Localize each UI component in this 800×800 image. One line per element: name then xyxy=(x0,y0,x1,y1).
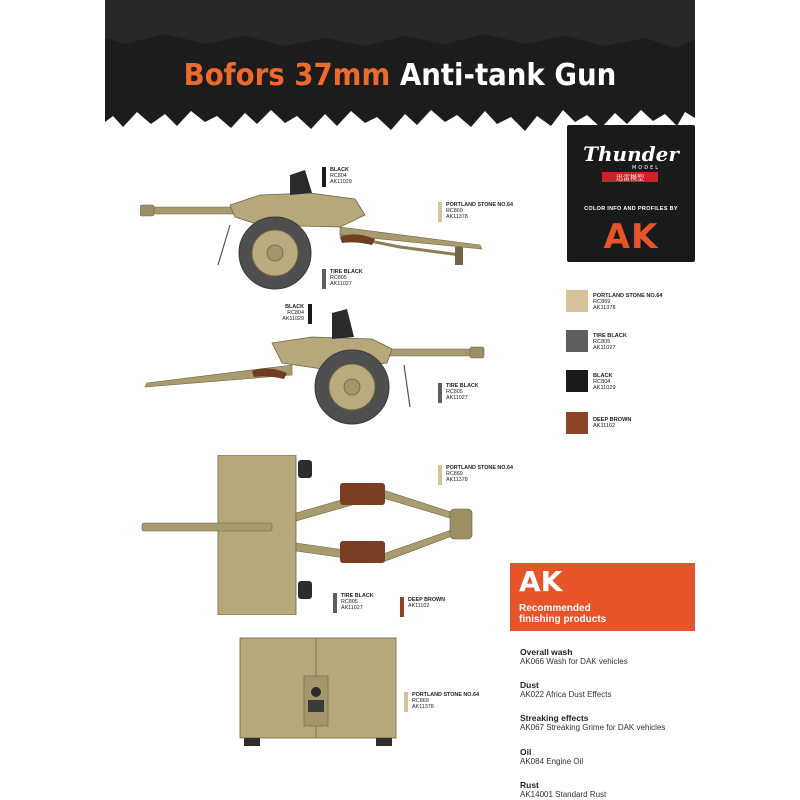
product-item: Overall wash AK066 Wash for DAK vehicles xyxy=(520,647,628,666)
product-item: Oil AK084 Engine Oil xyxy=(520,747,584,766)
thunder-logo-text: Thunder xyxy=(583,142,679,166)
thunder-model-logo xyxy=(572,131,690,187)
thunder-logo-sub: MODEL xyxy=(631,165,661,171)
swatch-deep-brown xyxy=(566,412,588,434)
callout-side2-black: BLACK RC804 AK11029 xyxy=(282,304,304,322)
swatch-label-deep-brown: DEEP BROWN AK11102 xyxy=(593,417,632,429)
swatch-label-tire-black: TIRE BLACK RC805 AK11027 xyxy=(593,333,627,351)
swatch-label-black: BLACK RC804 AK11029 xyxy=(593,373,616,391)
callout-side1-portland: PORTLAND STONE NO.64 RC869 AK11378 xyxy=(446,202,513,220)
gun-side-view-1 xyxy=(140,165,490,305)
color-info-label: COLOR INFO AND PROFILES BY xyxy=(584,206,678,212)
ak-brand-logo: AK xyxy=(603,217,659,257)
swatch-black xyxy=(566,370,588,392)
swatch-tire-black xyxy=(566,330,588,352)
product-item: Rust AK14001 Standard Rust xyxy=(520,780,607,799)
ak-panel-logo: AK xyxy=(519,565,563,598)
callout-side1-tire: TIRE BLACK RC805 AK11027 xyxy=(330,269,363,287)
product-item: Dust AK022 Africa Dust Effects xyxy=(520,680,612,699)
callout-side1-black: BLACK RC804 AK11029 xyxy=(330,167,352,185)
ak-recommended-panel xyxy=(510,563,695,631)
callout-top-portland: PORTLAND STONE NO.64 RC869 AK11378 xyxy=(446,465,513,483)
product-item: Streaking effects AK067 Streaking Grime for DAK vehicles xyxy=(520,713,666,732)
callout-front-portland: PORTLAND STONE NO.64 RC869 AK11378 xyxy=(412,692,479,710)
thunder-logo-cn: 迅雷模型 xyxy=(616,174,644,182)
gun-side-view-2 xyxy=(142,305,487,430)
callout-side2-tire: TIRE BLACK RC805 AK11027 xyxy=(446,383,479,401)
swatch-label-portland-stone: PORTLAND STONE NO.64 RC869 AK11378 xyxy=(593,293,663,311)
page-title xyxy=(129,58,672,93)
callout-top-brown: DEEP BROWN AK11102 xyxy=(408,597,445,609)
title-part-2: Anti-tank Gun xyxy=(399,58,617,93)
ak-panel-text: Recommended finishing products xyxy=(519,603,607,625)
gun-front-view xyxy=(238,636,398,748)
title-part-1: Bofors 37mm xyxy=(183,58,391,93)
callout-top-tire: TIRE BLACK RC805 AK11027 xyxy=(341,593,374,611)
swatch-portland-stone xyxy=(566,290,588,312)
